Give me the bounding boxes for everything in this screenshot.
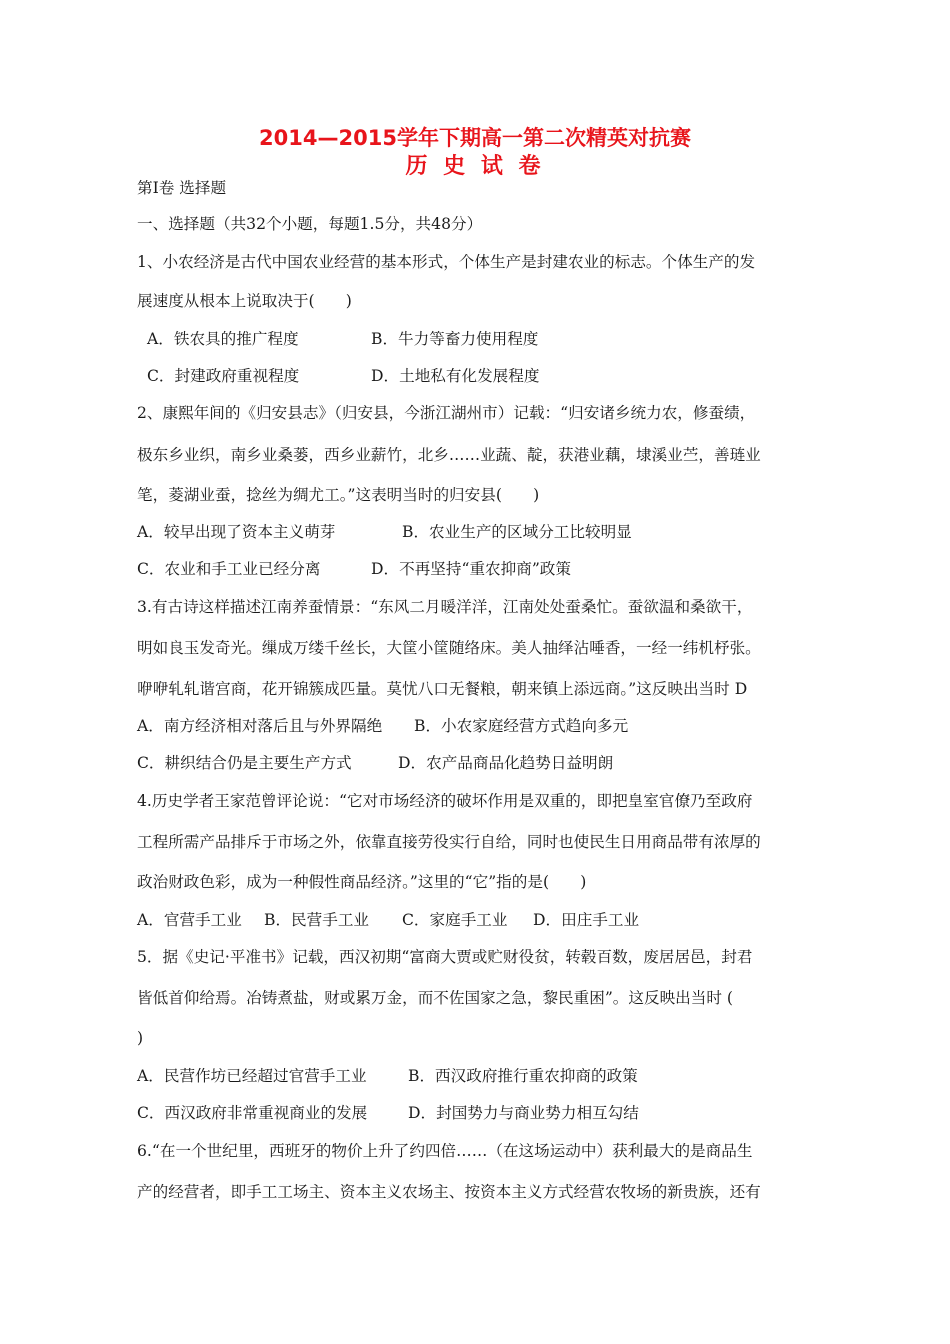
question-3-option-c[interactable]: C．耕织结合仍是主要生产方式 — [137, 754, 352, 772]
question-4-line-1: 4.历史学者王家范曾评论说：“它对市场经济的破坏作用是双重的，即把皇室官僚乃至政府 — [137, 792, 753, 810]
question-3-option-a[interactable]: A．南方经济相对落后且与外界隔绝 — [137, 717, 383, 735]
exam-title: 2014—2015学年下期高一第二次精英对抗赛 — [259, 126, 691, 150]
question-3-line-3: 咿咿轧轧谐宫商，花开锦簇成匹量。莫忧八口无餐粮，朝来镇上添远商。”这反映出当时 D — [137, 680, 748, 698]
question-3-option-d[interactable]: D．农产品商品化趋势日益明朗 — [398, 754, 614, 772]
question-2-option-c[interactable]: C．农业和手工业已经分离 — [137, 560, 321, 578]
question-2-option-d[interactable]: D．不再坚持“重农抑商”政策 — [371, 560, 571, 578]
question-1-option-d[interactable]: D．土地私有化发展程度 — [371, 367, 540, 385]
question-2-option-a[interactable]: A．较早出现了资本主义萌芽 — [137, 523, 336, 541]
question-4-option-b[interactable]: B．民营手工业 — [264, 911, 370, 929]
question-1-line-1: 1、小农经济是古代中国农业经营的基本形式，个体生产是封建农业的标志。个体生产的发 — [137, 253, 756, 271]
question-5-option-a[interactable]: A．民营作坊已经超过官营手工业 — [137, 1067, 367, 1085]
question-2-line-3: 笔，菱湖业蚕，捻丝为绸尤工。”这表明当时的归安县( ) — [137, 486, 540, 504]
question-1-option-c[interactable]: C．封建政府重视程度 — [147, 367, 300, 385]
question-6-line-1: 6.“在一个世纪里，西班牙的物价上升了约四倍……（在这场运动中）获利最大的是商品生 — [137, 1142, 753, 1160]
question-4-option-c[interactable]: C．家庭手工业 — [402, 911, 508, 929]
question-3-line-2: 明如良玉发奇光。缫成万缕千丝长，大筐小筐随络床。美人抽绎沾唾香，一经一纬机杼张。 — [137, 639, 761, 657]
question-2-option-b[interactable]: B．农业生产的区域分工比较明显 — [402, 523, 632, 541]
question-6-line-2: 产的经营者，即手工工场主、资本主义农场主、按资本主义方式经营农牧场的新贵族，还有 — [137, 1183, 761, 1201]
question-3-line-1: 3.有古诗这样描述江南养蚕情景：“东风二月暖洋洋，江南处处蚕桑忙。蚕欲温和桑欲干， — [137, 598, 753, 616]
question-2-line-1: 2、康熙年间的《归安县志》（归安县，今浙江湖州市）记载：“归安诸乡统力农，修蚕绩， — [137, 404, 756, 422]
question-5-option-b[interactable]: B．西汉政府推行重农抑商的政策 — [408, 1067, 638, 1085]
question-5-option-d[interactable]: D．封国势力与商业势力相互勾结 — [408, 1104, 639, 1122]
question-4-line-2: 工程所需产品排斥于市场之外，依靠直接劳役实行自给，同时也使民生日用商品带有浓厚的 — [137, 833, 761, 851]
question-2-line-2: 极东乡业织，南乡业桑蒌，西乡业薪竹，北乡……业蔬、靛，获港业藕，埭溪业苎，善琏业 — [137, 446, 761, 464]
question-5-line-2: 皆低首仰给焉。冶铸煮盐，财或累万金，而不佐国家之急，黎民重困”。这反映出当时 ( — [137, 989, 733, 1007]
exam-subtitle: 历 史 试 卷 — [405, 154, 545, 179]
question-1-option-b[interactable]: B．牛力等畜力使用程度 — [371, 330, 539, 348]
question-4-option-a[interactable]: A．官营手工业 — [137, 911, 242, 929]
question-4-option-d[interactable]: D．田庄手工业 — [533, 911, 640, 929]
section-instruction: 一、选择题（共32个小题，每题1.5分，共48分） — [137, 215, 483, 233]
question-4-line-3: 政治财政色彩，成为一种假性商品经济。”这里的“它”指的是( ) — [137, 873, 587, 891]
question-1-line-2: 展速度从根本上说取决于( ) — [137, 292, 352, 310]
question-3-option-b[interactable]: B．小农家庭经营方式趋向多元 — [414, 717, 629, 735]
question-5-option-c[interactable]: C．西汉政府非常重视商业的发展 — [137, 1104, 368, 1122]
question-5-line-1: 5．据《史记·平准书》记载，西汉初期“富商大贾或贮财役贫，转毂百数，废居居邑，封君 — [137, 948, 753, 966]
part-heading: 第Ⅰ卷 选择题 — [137, 179, 227, 197]
question-5-line-3: ) — [137, 1029, 144, 1047]
question-1-option-a[interactable]: A．铁农具的推广程度 — [147, 330, 299, 348]
